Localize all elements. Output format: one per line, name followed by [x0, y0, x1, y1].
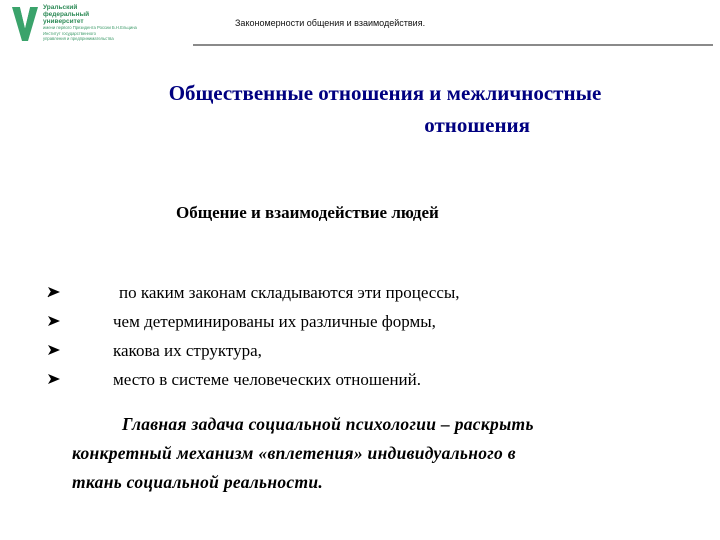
bullet-list	[40, 278, 680, 394]
bullet-text: какова их структура,	[113, 341, 262, 360]
list-item	[40, 365, 680, 394]
key-statement-line-2: конкретный механизм «вплетения» индивидуального в	[72, 443, 516, 463]
key-statement-line-3: ткань социальной реальности.	[72, 472, 324, 492]
logo-text	[43, 5, 137, 42]
arrow-check-bullet-icon	[47, 343, 61, 357]
logo-sub-2: Институт государственного	[43, 30, 96, 36]
urfu-logo-icon	[10, 4, 40, 44]
university-logo	[10, 4, 180, 44]
page-title-line-2: отношения	[424, 113, 530, 137]
key-statement	[72, 410, 692, 497]
bullet-text: чем детерминированы их различные формы,	[113, 312, 436, 331]
list-item	[40, 307, 680, 336]
logo-line-2: федеральный	[43, 10, 90, 18]
page-title-line-1: Общественные отношения и межличностные	[168, 81, 602, 105]
header-divider	[193, 44, 713, 46]
arrow-check-bullet-icon	[47, 372, 61, 386]
logo-line-1: Уральский	[43, 4, 78, 11]
slide-header	[0, 0, 720, 48]
logo-line-3: университет	[43, 17, 84, 25]
bullet-text: по каким законам складываются эти процессы,	[119, 283, 460, 302]
arrow-check-bullet-icon	[47, 314, 61, 328]
logo-sub-3: управления и предпринимательства	[43, 36, 114, 42]
logo-sub-1: имени первого Президента России Б.Н.Ельцина	[43, 25, 137, 31]
page-title	[60, 77, 710, 141]
list-item	[40, 278, 680, 307]
section-subheading: Общение и взаимодействие людей	[176, 203, 439, 222]
key-statement-line-1: Главная задача социальной психологии – раскрыть	[122, 414, 534, 434]
bullet-text: место в системе человеческих отношений.	[113, 370, 422, 389]
list-item	[40, 336, 680, 365]
arrow-check-bullet-icon	[47, 285, 61, 299]
header-title: Закономерности общения и взаимодействия.	[235, 18, 426, 28]
